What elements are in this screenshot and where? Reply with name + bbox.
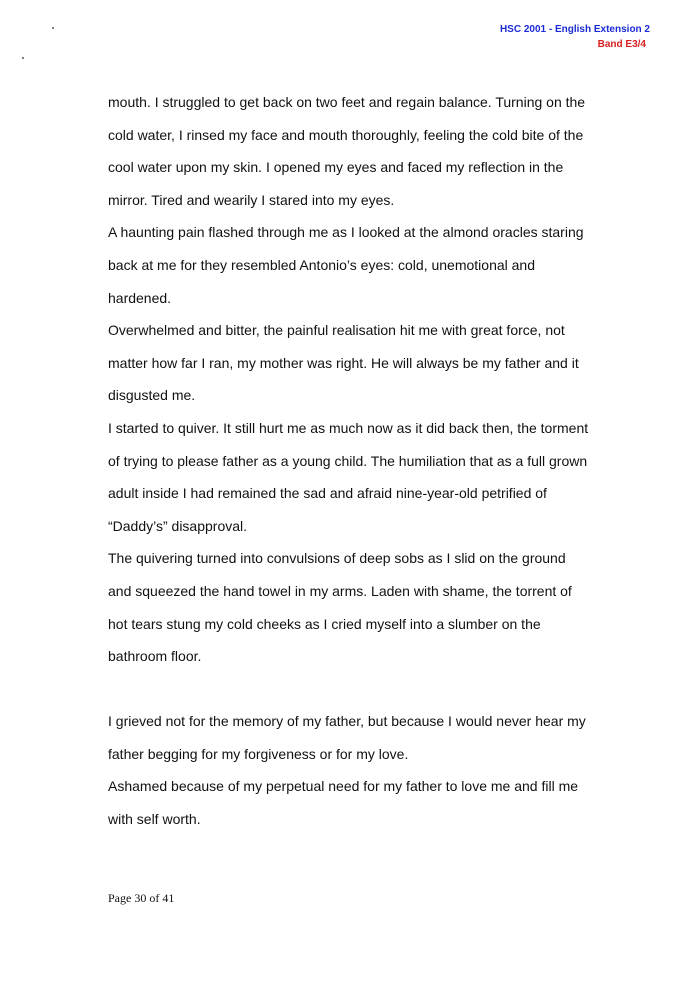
scan-speck [52, 27, 54, 29]
text-line: A haunting pain flashed through me as I looked at the almond oracles staring [108, 224, 584, 241]
text-line: mouth. I struggled to get back on two feet and regain balance. Turning on the [108, 94, 586, 110]
essay-body [108, 89, 628, 839]
text-line: Overwhelmed and bitter, the painful realisation hit me with great force, not [108, 322, 565, 339]
text-line: matter how far I ran, my mother was right. He will always be my father and it [108, 354, 579, 371]
text-line: hardened. [108, 289, 172, 306]
text-line: with self worth. [108, 811, 201, 828]
scan-speck [22, 57, 24, 59]
text-line: cold water, I rinsed my face and mouth thoroughly, feeling the cold bite of the [108, 126, 584, 143]
document-header [500, 22, 650, 52]
band-label: Band E3/4 [597, 39, 646, 50]
text-line: and squeezed the hand towel in my arms. Laden with shame, the torrent of [108, 582, 572, 599]
page-number: Page 30 of 41 [108, 891, 175, 905]
text-line: father begging for my forgiveness or for my love. [108, 745, 409, 762]
text-line: cool water upon my skin. I opened my eyes and faced my reflection in the [108, 159, 564, 176]
exam-title: HSC 2001 - English Extension 2 [499, 24, 650, 35]
text-line: disgusted me. [108, 387, 196, 404]
text-line: mirror. Tired and wearily I stared into my eyes. [108, 191, 395, 208]
blank-line [108, 676, 628, 709]
text-line: hot tears stung my cold cheeks as I cried myself into a slumber on the [108, 615, 541, 632]
text-line: “Daddy’s” disapproval. [108, 517, 248, 534]
text-line: of trying to please father as a young child. The humiliation that as a full grown [108, 452, 588, 469]
text-line: I started to quiver. It still hurt me as much now as it did back then, the torment [108, 419, 589, 436]
text-line: Ashamed because of my perpetual need for my father to love me and fill me [108, 778, 579, 795]
text-line: I grieved not for the memory of my father, but because I would never hear my [108, 713, 586, 730]
text-line: adult inside I had remained the sad and afraid nine-year-old petrified of [108, 485, 547, 502]
text-line: The quivering turned into convulsions of deep sobs as I slid on the ground [108, 550, 566, 567]
text-line: back at me for they resembled Antonio’s eyes: cold, unemotional and [108, 256, 535, 273]
text-line: bathroom floor. [108, 648, 202, 665]
